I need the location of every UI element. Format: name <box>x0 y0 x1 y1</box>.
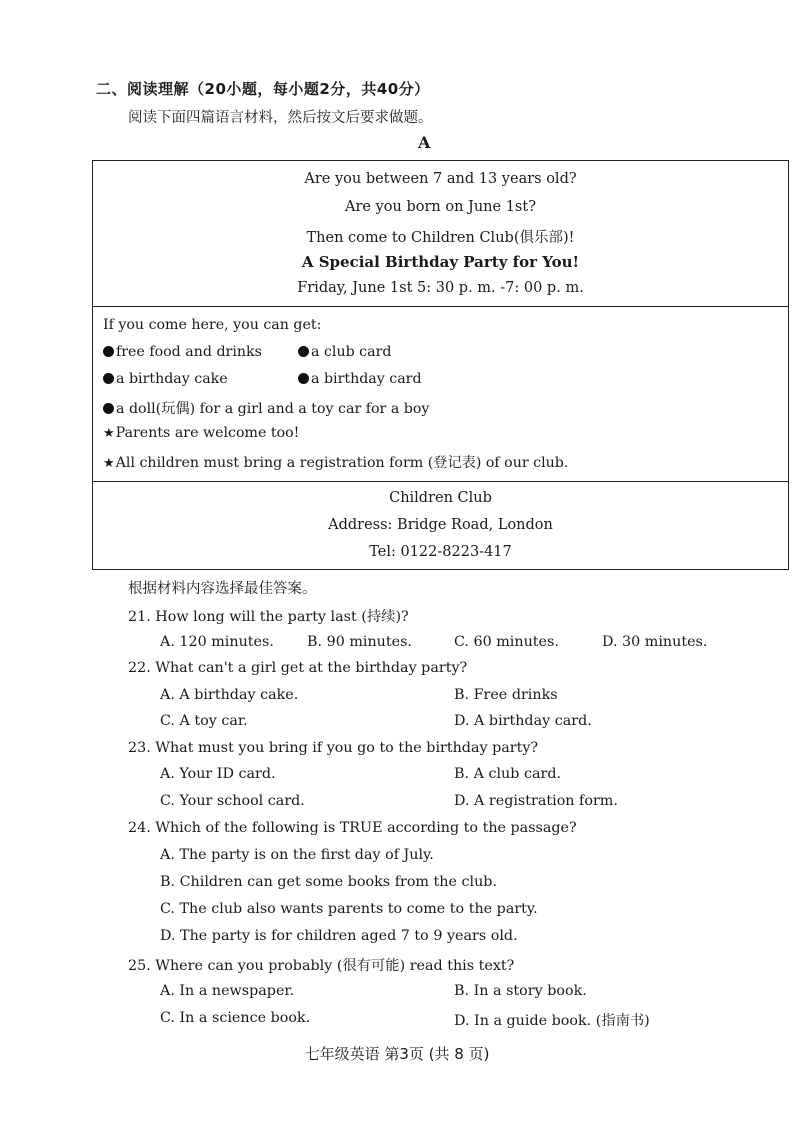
club-name: Children Club <box>389 490 492 506</box>
section-instruction: 阅读下面四篇语言材料，然后按文后要求做题。 <box>128 110 433 126</box>
ad-intro: If you come here, you can get: <box>103 317 322 333</box>
page-footer: 七年级英语 第3页 (共 8 页) <box>304 1045 490 1063</box>
advertisement-box <box>92 160 789 570</box>
ad-item: a birthday cake <box>103 371 228 387</box>
ad-header-line: Then come to Children Club(俱乐部)! <box>306 230 575 246</box>
answer-option: B. A club card. <box>454 766 562 782</box>
answer-option: A. A birthday cake. <box>160 687 299 703</box>
question-stem: 24. Which of the following is TRUE according to the passage? <box>128 820 577 836</box>
question-stem: 21. How long will the party last (持续)? <box>128 609 409 625</box>
answer-option: A. Your ID card. <box>160 766 276 782</box>
answer-option: D. The party is for children aged 7 to 9 years old. <box>160 928 518 944</box>
answer-option: A. The party is on the first day of July. <box>160 847 434 863</box>
passage-label: A <box>418 133 431 152</box>
answer-option: D. In a guide book. (指南书) <box>454 1013 650 1029</box>
ad-header-line: Are you born on June 1st? <box>345 199 536 215</box>
question-stem: 23. What must you bring if you go to the birthday party? <box>128 740 539 756</box>
answer-option: C. In a science book. <box>160 1010 311 1026</box>
bullet-icon <box>103 346 114 357</box>
bullet-icon <box>103 373 114 384</box>
bullet-icon <box>298 346 309 357</box>
ad-item: free food and drinks <box>103 344 262 360</box>
ad-note: ★All children must bring a registration form (登记表) of our club. <box>103 455 569 471</box>
ad-item: a doll(玩偶) for a girl and a toy car for a boy <box>103 398 429 418</box>
club-address: Address: Bridge Road, London <box>328 517 553 533</box>
answer-option: C. 60 minutes. <box>454 634 559 650</box>
answer-option: A. In a newspaper. <box>160 983 295 999</box>
answer-option: D. A birthday card. <box>454 713 592 729</box>
star-icon: ★ <box>103 426 115 441</box>
ad-footer <box>93 481 788 569</box>
answer-option: B. Children can get some books from the club. <box>160 874 497 890</box>
ad-header <box>93 161 788 307</box>
question-stem: 25. Where can you probably (很有可能) read this text? <box>128 958 515 974</box>
answer-option: D. 30 minutes. <box>602 634 708 650</box>
answer-option: C. Your school card. <box>160 793 305 809</box>
ad-header-line: Are you between 7 and 13 years old? <box>304 171 577 187</box>
answer-option: B. 90 minutes. <box>307 634 412 650</box>
star-icon: ★ <box>103 456 115 471</box>
answer-option: C. The club also wants parents to come to the party. <box>160 901 538 917</box>
ad-item: a birthday card <box>298 371 422 387</box>
ad-time: Friday, June 1st 5: 30 p. m. -7: 00 p. m. <box>297 280 584 296</box>
bullet-icon <box>298 373 309 384</box>
ad-note: ★Parents are welcome too! <box>103 425 300 441</box>
ad-headline: A Special Birthday Party for You! <box>301 253 580 271</box>
answer-option: B. In a story book. <box>454 983 587 999</box>
ad-item: a club card <box>298 344 391 360</box>
answer-option: C. A toy car. <box>160 713 248 729</box>
section-title: 二、阅读理解（20小题，每小题2分，共40分） <box>96 80 430 98</box>
ad-body <box>93 306 788 482</box>
question-stem: 22. What can't a girl get at the birthday party? <box>128 660 468 676</box>
questions-instruction: 根据材料内容选择最佳答案。 <box>128 581 317 597</box>
answer-option: A. 120 minutes. <box>160 634 274 650</box>
club-tel: Tel: 0122-8223-417 <box>369 544 512 560</box>
answer-option: B. Free drinks <box>454 687 558 703</box>
answer-option: D. A registration form. <box>454 793 618 809</box>
bullet-icon <box>103 403 114 414</box>
